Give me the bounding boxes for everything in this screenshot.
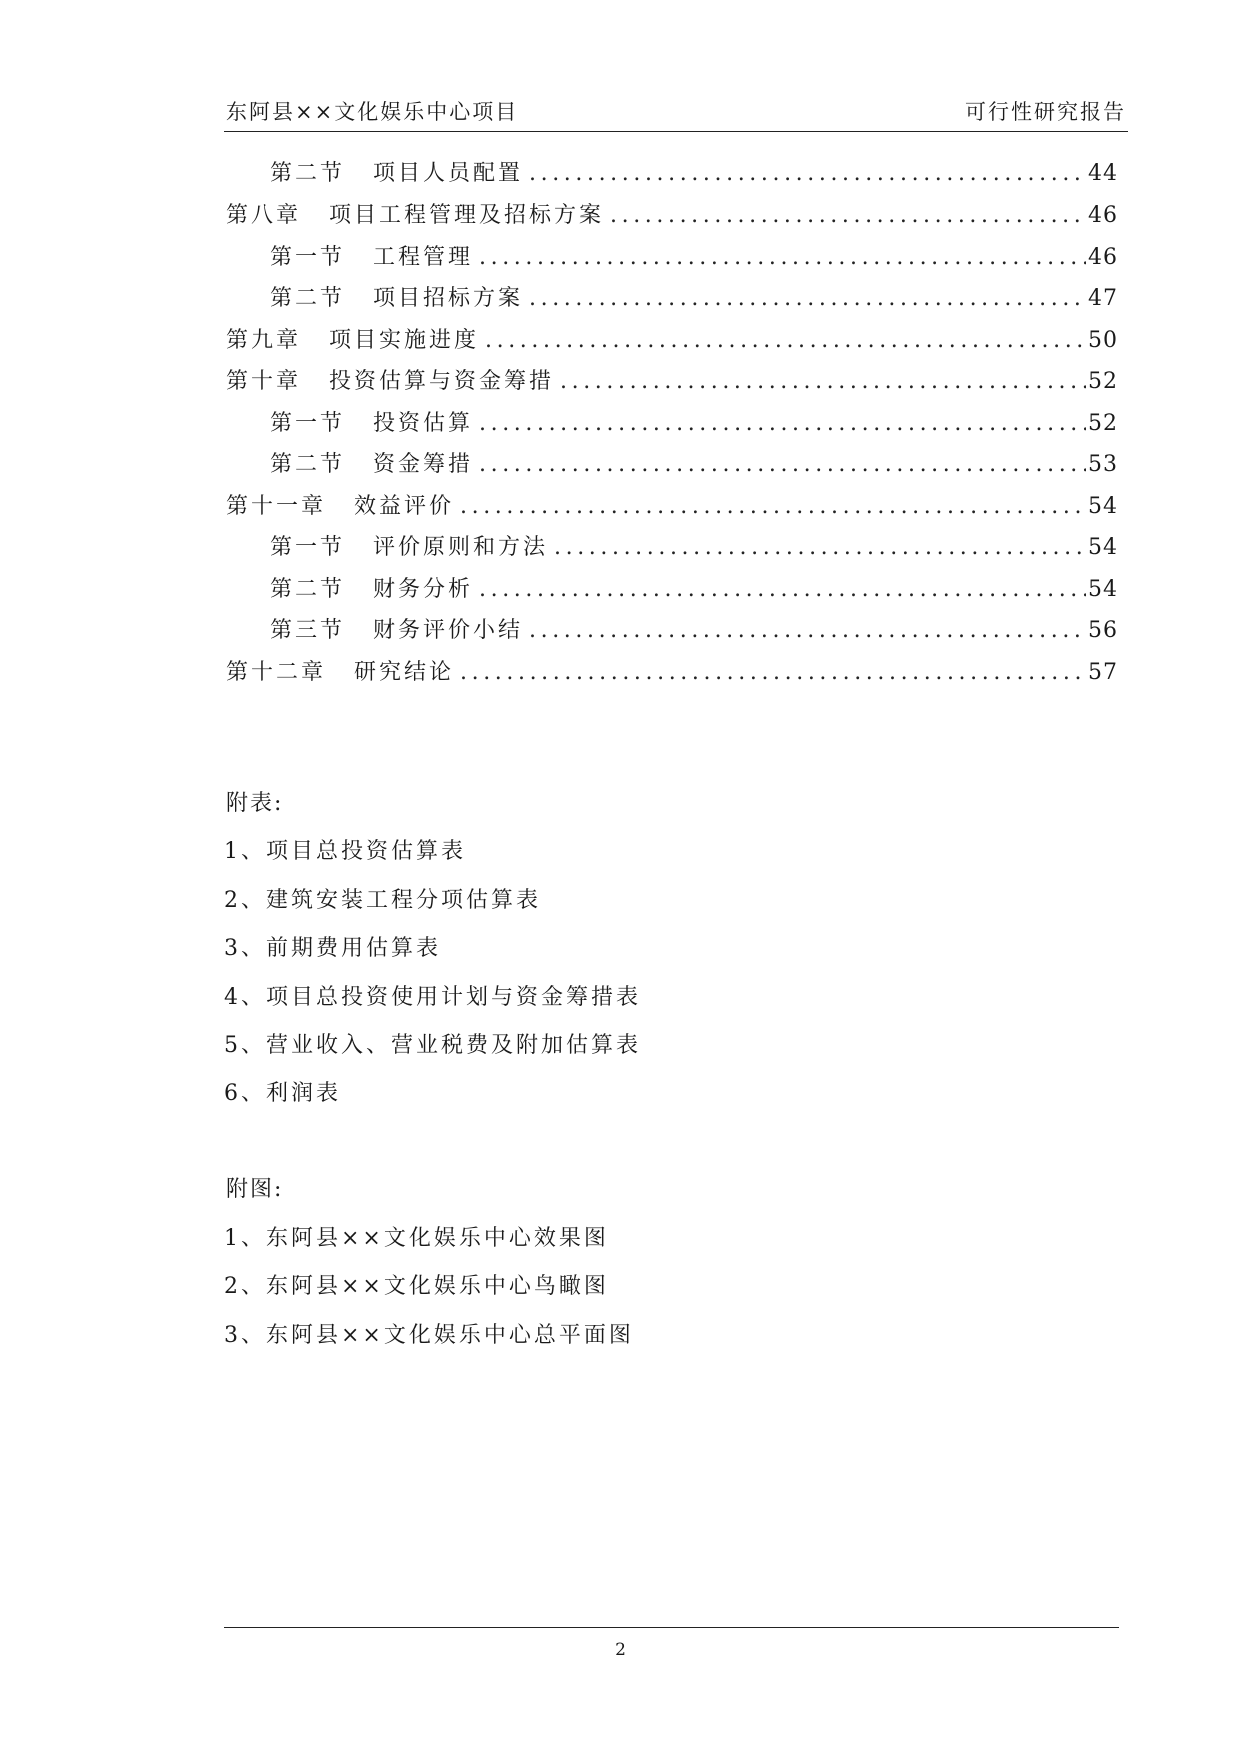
toc-entry-label: 第九章 <box>226 328 302 353</box>
toc-entry-title: 投资估算与资金筹措 <box>329 369 555 394</box>
toc-entry[interactable] <box>226 489 1118 525</box>
appendix-table-item: 3、前期费用估算表 <box>224 936 441 961</box>
toc-dot-leader <box>554 535 1086 560</box>
toc-entry-title: 项目实施进度 <box>329 328 480 353</box>
toc-entry[interactable] <box>270 281 1118 317</box>
appendix-figure-item: 3、东阿县××文化娱乐中心总平面图 <box>224 1323 634 1348</box>
appendix-table-item: 2、建筑安装工程分项估算表 <box>224 888 541 913</box>
toc-entry-page: 54 <box>1088 577 1118 602</box>
toc-entry-title: 研究结论 <box>354 660 455 685</box>
toc-entry[interactable] <box>270 406 1118 442</box>
toc-entry-page: 50 <box>1088 328 1118 353</box>
toc-entry-page: 46 <box>1088 245 1118 270</box>
toc-dot-leader <box>485 328 1086 353</box>
toc-entry-page: 52 <box>1088 411 1118 436</box>
page-header <box>224 96 1128 132</box>
toc-entry[interactable] <box>270 613 1118 649</box>
toc-entry-page: 46 <box>1088 203 1118 228</box>
toc-entry-title: 项目工程管理及招标方案 <box>329 203 605 228</box>
toc-entry[interactable] <box>270 572 1118 608</box>
toc-entry[interactable] <box>226 364 1118 400</box>
toc-entry-label: 第十一章 <box>226 494 327 519</box>
appendix-table-item: 4、项目总投资使用计划与资金筹措表 <box>224 985 641 1010</box>
toc-dot-leader <box>479 245 1086 270</box>
toc-dot-leader <box>529 161 1086 186</box>
toc-entry-page: 54 <box>1088 535 1118 560</box>
header-divider <box>224 131 1128 132</box>
toc-dot-leader <box>479 452 1086 477</box>
appendix-table-item: 5、营业收入、营业税费及附加估算表 <box>224 1033 641 1058</box>
toc-dot-leader <box>479 577 1086 602</box>
toc-entry-label: 第十二章 <box>226 660 327 685</box>
footer-divider <box>224 1627 1119 1628</box>
toc-entry-label: 第二节 <box>270 286 346 311</box>
toc-entry[interactable] <box>270 530 1118 566</box>
toc-entry-label: 第十章 <box>226 369 302 394</box>
toc-dot-leader <box>529 286 1086 311</box>
toc-entry-label: 第一节 <box>270 535 346 560</box>
toc-entry-page: 53 <box>1088 452 1118 477</box>
toc-entry-page: 57 <box>1088 660 1118 685</box>
toc-entry-label: 第二节 <box>270 452 346 477</box>
toc-entry-title: 财务分析 <box>373 577 474 602</box>
toc-dot-leader <box>460 494 1086 519</box>
toc-entry-label: 第二节 <box>270 161 346 186</box>
toc-dot-leader <box>560 369 1086 394</box>
toc-entry-title: 项目人员配置 <box>373 161 524 186</box>
toc-entry-label: 第三节 <box>270 618 346 643</box>
toc-dot-leader <box>610 203 1086 228</box>
appendix-figures-title: 附图: <box>226 1177 284 1202</box>
toc-entry[interactable] <box>270 447 1118 483</box>
toc-entry-title: 评价原则和方法 <box>373 535 549 560</box>
toc-dot-leader <box>479 411 1086 436</box>
appendix-table-item: 6、利润表 <box>224 1081 341 1106</box>
toc-entry[interactable] <box>226 655 1118 691</box>
toc-entry-page: 47 <box>1088 286 1118 311</box>
toc-entry[interactable] <box>270 156 1118 192</box>
toc-entry-title: 项目招标方案 <box>373 286 524 311</box>
appendix-figure-item: 2、东阿县××文化娱乐中心鸟瞰图 <box>224 1274 609 1299</box>
toc-dot-leader <box>529 618 1086 643</box>
toc-entry-page: 54 <box>1088 494 1118 519</box>
appendix-table-item: 1、项目总投资估算表 <box>224 839 466 864</box>
toc-entry[interactable] <box>270 240 1118 276</box>
appendix-figure-item: 1、东阿县××文化娱乐中心效果图 <box>224 1226 609 1251</box>
toc-entry[interactable] <box>226 323 1118 359</box>
toc-entry-title: 工程管理 <box>373 245 474 270</box>
toc-entry-label: 第二节 <box>270 577 346 602</box>
toc-entry-page: 44 <box>1088 161 1118 186</box>
toc-entry-label: 第一节 <box>270 411 346 436</box>
toc-entry-label: 第八章 <box>226 203 302 228</box>
toc-entry-title: 投资估算 <box>373 411 474 436</box>
toc-entry-title: 财务评价小结 <box>373 618 524 643</box>
page-number: 2 <box>615 1640 626 1660</box>
header-report-type: 可行性研究报告 <box>965 100 1126 124</box>
toc-entry-title: 资金筹措 <box>373 452 474 477</box>
toc-dot-leader <box>460 660 1086 685</box>
appendix-tables-title: 附表: <box>226 791 284 816</box>
header-project-name: 东阿县××文化娱乐中心项目 <box>226 100 519 124</box>
toc-entry-title: 效益评价 <box>354 494 455 519</box>
toc-entry-label: 第一节 <box>270 245 346 270</box>
toc-entry[interactable] <box>226 198 1118 234</box>
toc-entry-page: 56 <box>1088 618 1118 643</box>
toc-entry-page: 52 <box>1088 369 1118 394</box>
